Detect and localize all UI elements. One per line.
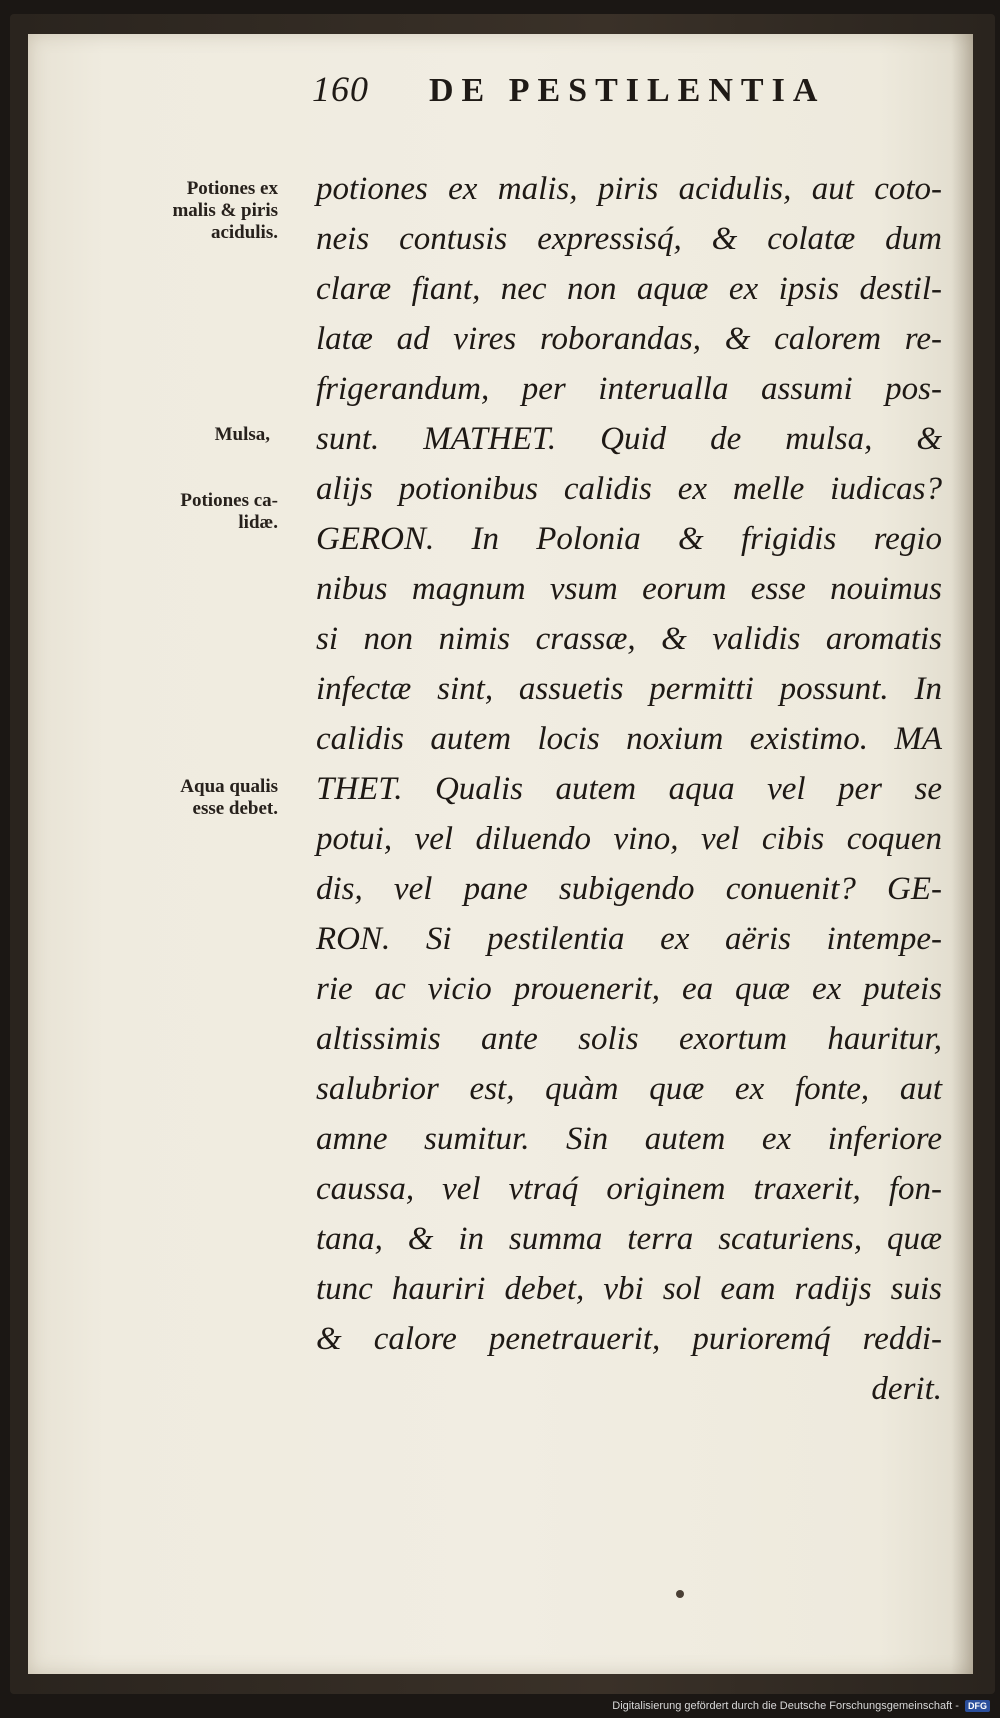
text-line: dis, vel pane subigendo conuenit? GE-	[316, 871, 942, 907]
text-line: altissimis ante solis exortum hauritur,	[316, 1021, 942, 1057]
running-head	[312, 68, 872, 110]
text-line: amne sumitur. Sin autem ex inferiore	[316, 1121, 942, 1157]
text-line: si non nimis crassæ, & validis aromatis	[316, 621, 942, 657]
credit-text: Digitalisierung gefördert durch die Deutsche Forschungsgemeinschaft -	[612, 1700, 959, 1712]
text-line: tana, & in summa terra scaturiens, quæ	[316, 1221, 942, 1257]
ink-spot	[676, 1590, 684, 1598]
text-line: claræ fiant, nec non aquæ ex ipsis destil-	[316, 271, 942, 307]
text-line: nibus magnum vsum eorum esse nouimus	[316, 571, 942, 607]
marginal-note-line: acidulis.	[210, 222, 278, 243]
page-number: 160	[312, 69, 369, 109]
running-title: DE PESTILENTIA	[429, 72, 826, 109]
text-line: calidis autem locis noxium existimo. MA	[316, 721, 942, 757]
text-line: caussa, vel vtraq́ originem traxerit, fon-	[316, 1171, 942, 1207]
marginal-note-mulsa	[148, 424, 270, 446]
text-line: RON. Si pestilentia ex aëris intempe-	[316, 921, 942, 957]
text-line: frigerandum, per interualla assumi pos-	[316, 371, 942, 407]
text-line: & calore penetrauerit, purioremq́ reddi-	[316, 1321, 942, 1357]
text-line: salubrior est, quàm quæ ex fonte, aut	[316, 1071, 942, 1107]
text-line: alijs potionibus calidis ex melle iudicas?	[316, 471, 942, 507]
text-line: sunt. MATHET. Quid de mulsa, &	[316, 421, 942, 457]
text-line: tunc hauriri debet, vbi sol eam radijs suis	[316, 1271, 942, 1307]
body-text	[316, 164, 942, 1414]
text-line: potiones ex malis, piris acidulis, aut coto-	[316, 171, 942, 207]
marginal-note-line: Potiones ex	[186, 178, 278, 199]
text-line: neis contusis expressisq́, & colatæ dum	[316, 221, 942, 257]
dfg-logo-icon: DFG	[965, 1700, 990, 1712]
marginal-note-line: malis & piris	[172, 200, 278, 221]
marginal-note-potiones-ex-malis	[148, 178, 278, 244]
marginal-note-line: esse debet.	[192, 798, 278, 819]
text-line: rie ac vicio prouenerit, ea quæ ex puteis	[316, 971, 942, 1007]
text-line: latæ ad vires roborandas, & calorem re-	[316, 321, 942, 357]
text-line: infectæ sint, assuetis permitti possunt. In	[316, 671, 942, 707]
text-line: GERON. In Polonia & frigidis regio	[316, 521, 942, 557]
marginal-note-line: Aqua qualis	[180, 776, 278, 797]
digitization-credit	[612, 1700, 990, 1712]
marginal-note-potiones-calidae	[148, 490, 278, 534]
marginal-note-line: Mulsa,	[214, 424, 270, 445]
marginal-note-line: lidæ.	[238, 512, 278, 533]
text-line: THET. Qualis autem aqua vel per se	[316, 771, 942, 807]
marginal-note-aqua-qualis	[148, 776, 278, 820]
page-edge-shadow	[951, 34, 973, 1674]
marginal-note-line: Potiones ca-	[180, 490, 278, 511]
text-line-catchword: derit.	[871, 1371, 942, 1407]
text-line: potui, vel diluendo vino, vel cibis coquen	[316, 821, 942, 857]
